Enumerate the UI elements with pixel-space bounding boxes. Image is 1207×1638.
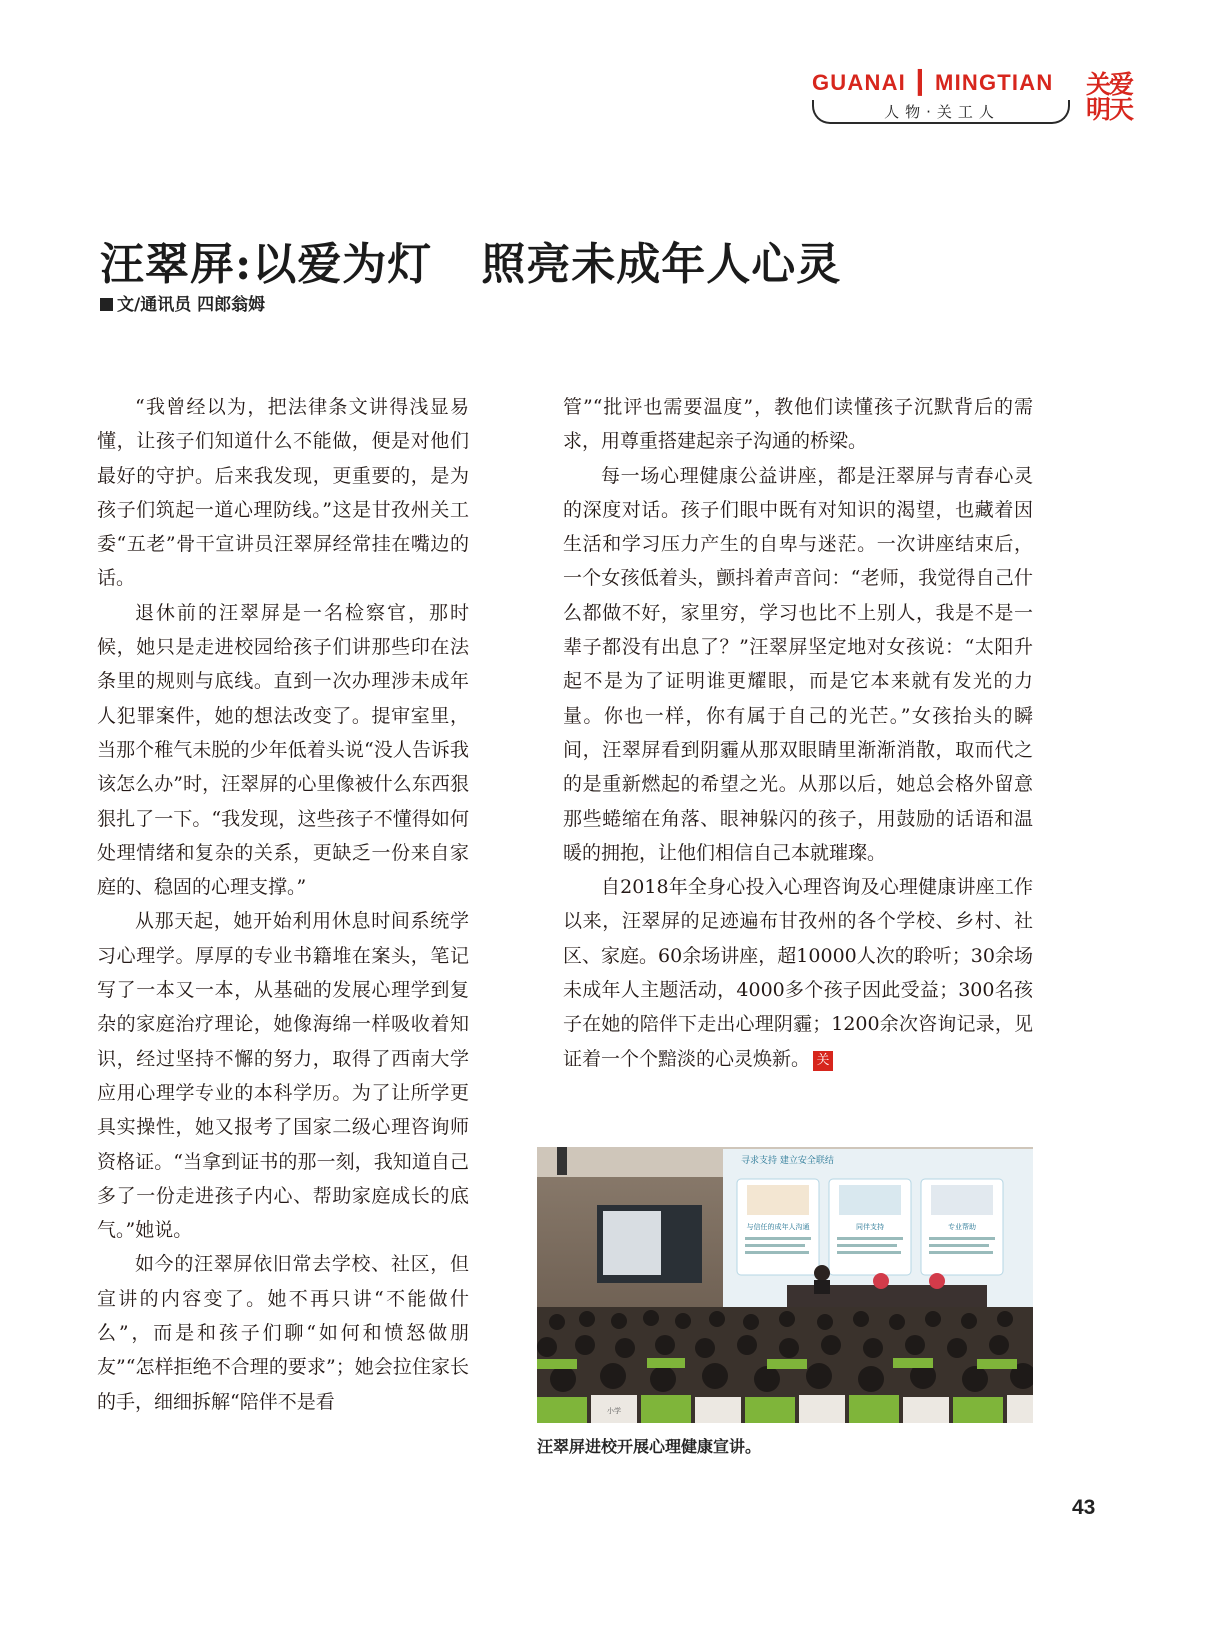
slide-title: 寻求支持 建立安全联结	[741, 1156, 834, 1166]
speaker	[814, 1265, 830, 1281]
photo-caption: 汪翠屏进校开展心理健康宣讲。	[537, 1437, 762, 1456]
paragraph	[563, 870, 1033, 1076]
byline	[100, 290, 265, 315]
paragraph: “我曾经以为，把法律条文讲得浅显易懂，让孩子们知道什么不能做，便是对他们最好的守护。后来我发现，更重要的，是为孩子们筑起一道心理防线。”这是甘孜州关工委“五老”骨干宣讲员汪翠屏经常挂在嘴边的话。	[97, 396, 469, 590]
byline-text: 文/通讯员 四郎翁姆	[117, 295, 266, 315]
paragraph-text: 自2018年全身心投入心理咨询及心理健康讲座工作以来，汪翠屏的足迹遍布甘孜州的各个学校、乡村、社区、家庭。60余场讲座，超10000人次的聆听；30余场未成年人主题活动，4000多个孩子因此受益；300名孩子在她的陪伴下走出心理阴霾；1200余次咨询记录，见证着一个个黯淡的心灵焕新。	[563, 876, 1033, 1070]
paragraph: 如今的汪翠屏依旧常去学校、社区，但宣讲的内容变了。她不再只讲“不能做什么”，而是和孩子们聊“如何和愤怒做朋友”“怎样拒绝不合理的要求”；她会拉住家长的手，细细拆解“陪伴不是看	[97, 1253, 469, 1413]
article-photo	[537, 1147, 1033, 1423]
slide-card-label: 与信任的成年人沟通	[746, 1223, 810, 1231]
article-title: 汪翠屏:以爱为灯 照亮未成年人心灵	[100, 239, 842, 290]
page-number: 43	[1072, 1496, 1096, 1519]
magazine-logo: 关爱明天	[1086, 70, 1133, 124]
slide-card-label: 同伴支持	[856, 1223, 884, 1231]
square-bullet-icon	[100, 298, 113, 311]
magazine-header	[812, 70, 1072, 130]
right-column	[563, 390, 1033, 1076]
lecture-photo	[537, 1147, 1033, 1423]
paragraph: 每一场心理健康公益讲座，都是汪翠屏与青春心灵的深度对话。孩子们眼中既有对知识的渴望，也藏着因生活和学习压力产生的自卑与迷茫。一次讲座结束后，一个女孩低着头，颤抖着声音问：“老师，我觉得自己什么都做不好，家里穷，学习也比不上别人，我是不是一辈子都没有出息了？”汪翠屏坚定地对女孩说：“太阳升起不是为了证明谁更耀眼，而是它本来就有发光的力量。你也一样，你有属于自己的光芒。”女孩抬头的瞬间，汪翠屏看到阴霾从那双眼睛里渐渐消散，取而代之的是重新燃起的希望之光。从那以后，她总会格外留意那些蜷缩在角落、眼神躲闪的孩子，用鼓励的话语和温暖的拥抱，让他们相信自己本就璀璨。	[563, 464, 1033, 864]
uniform-print: 小学	[607, 1407, 621, 1415]
header-english: GUANAI ┃ MINGTIAN	[812, 70, 1054, 95]
paragraph: 管”“批评也需要温度”，教他们读懂孩子沉默背后的需求，用尊重搭建起亲子沟通的桥梁。	[563, 396, 1033, 453]
paragraph: 从那天起，她开始利用休息时间系统学习心理学。厚厚的专业书籍堆在案头，笔记写了一本又一本，从基础的发展心理学到复杂的家庭治疗理论，她像海绵一样吸收着知识，经过坚持不懈的努力，取得了西南大学应用心理学专业的本科学历。为了让所学更具实操性，她又报考了国家二级心理咨询师资格证。“当拿到证书的那一刻，我知道自己多了一份走进孩子内心、帮助家庭成长的底气。”她说。	[97, 910, 469, 1242]
header-section: 人物·关工人	[884, 103, 1000, 121]
slide-card-label: 专业帮助	[948, 1223, 976, 1231]
paragraph: 退休前的汪翠屏是一名检察官，那时候，她只是走进校园给孩子们讲那些印在法条里的规则与底线。直到一次办理涉未成年人犯罪案件，她的想法改变了。提审室里，当那个稚气未脱的少年低着头说“没人告诉我该怎么办”时，汪翠屏的心里像被什么东西狠狠扎了一下。“我发现，这些孩子不懂得如何处理情绪和复杂的关系，更缺乏一份来自家庭的、稳固的心理支撑。”	[97, 601, 469, 899]
left-column	[97, 390, 469, 1419]
end-mark-icon: 关	[813, 1051, 833, 1071]
